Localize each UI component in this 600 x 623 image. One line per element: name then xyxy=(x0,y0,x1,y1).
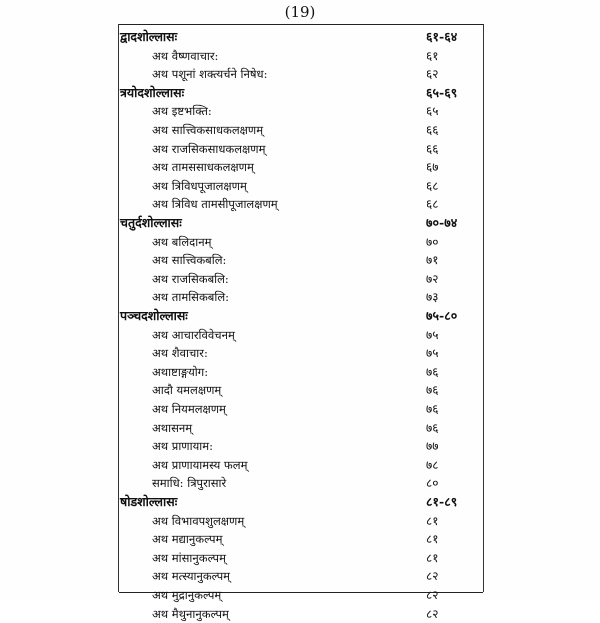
toc-entry-page: ६७ xyxy=(426,160,439,175)
toc-entry-page: ७८ xyxy=(426,457,439,472)
toc-entry-label: अथ आचारविवेचनम् xyxy=(152,327,235,342)
toc-entry-page: ८२ xyxy=(426,588,439,602)
toc-entry-page: ७० xyxy=(426,234,439,249)
toc-entry-label: अथ मत्स्यानुकल्पम् xyxy=(152,569,231,584)
toc-entry-page: ६६ xyxy=(426,123,439,137)
toc-entry-page: ७३ xyxy=(426,290,439,305)
toc-entry-page: ८० xyxy=(426,476,439,491)
toc-entry-label: अथ त्रिविध तामसीपूजालक्षणम् xyxy=(152,197,278,212)
toc-entry-label: आदौ यमलक्षणम् xyxy=(152,383,222,398)
toc-entry-page: ६२ xyxy=(426,67,439,82)
toc-entry-row xyxy=(0,47,600,65)
toc-entry-row xyxy=(0,326,600,344)
section-title: चतुर्दशोल्लासः xyxy=(120,215,182,230)
toc-entry-row xyxy=(0,270,600,288)
toc-entry-row xyxy=(0,437,600,455)
toc-entry-label: अथ प्राणायाम: xyxy=(152,439,214,454)
toc-entry-row xyxy=(0,102,600,120)
toc-entry-page: ६१ xyxy=(426,48,439,63)
toc-entry-page: ८२ xyxy=(426,569,439,584)
section-title: द्वादशोल्लासः xyxy=(120,29,178,44)
toc-entry-page: ७५ xyxy=(426,346,439,361)
toc-entry-page: ८२ xyxy=(426,606,439,621)
toc-entry-label: अथ पशूनां शक्त्यर्चने निषेध: xyxy=(152,67,268,82)
toc-entry-label: अथ प्राणायामस्य फलम् xyxy=(152,457,248,472)
toc-entry-label: अथाष्टाङ्गयोग: xyxy=(152,364,209,379)
toc-entry-row xyxy=(0,419,600,437)
toc-entry-row xyxy=(0,512,600,530)
toc-entry-page: ७६ xyxy=(426,420,439,435)
toc-entry-page: ७६ xyxy=(426,402,439,416)
section-title: पञ्चदशोल्लासः xyxy=(120,308,188,323)
toc-entry-row xyxy=(0,233,600,251)
toc-entry-label: अथ तामससाधकलक्षणम् xyxy=(152,160,254,175)
toc-entry-page: ८१ xyxy=(426,513,439,528)
section-page-range: ६५-६९ xyxy=(426,84,458,100)
toc-entry-page: ७६ xyxy=(426,383,439,398)
toc-entry-row xyxy=(0,344,600,362)
toc-entry-page: ८१ xyxy=(426,532,439,547)
section-heading-row xyxy=(0,307,600,325)
section-heading-row xyxy=(0,214,600,232)
toc-entry-label: अथ त्रिविधपूजालक्षणम् xyxy=(152,178,247,193)
toc-entry-row xyxy=(0,474,600,492)
toc-entry-label: अथ बलिदानम् xyxy=(152,234,212,249)
toc-entry-label: अथ इष्टभक्ति: xyxy=(152,104,212,119)
toc-entry-label: अथ मुद्रानुकल्पम् xyxy=(152,588,222,602)
toc-entry-row xyxy=(0,567,600,585)
toc-entry-page: ७१ xyxy=(426,253,439,268)
toc-entry-page: ६५ xyxy=(426,104,439,119)
section-page-range: ८१-८९ xyxy=(426,494,458,509)
toc-entry-label: अथासनम् xyxy=(152,420,193,435)
section-title: षोडशोल्लासः xyxy=(120,494,178,509)
section-page-range: ६१-६४ xyxy=(426,29,458,44)
toc-entry-page: ६६ xyxy=(426,141,439,156)
toc-entry-row xyxy=(0,400,600,418)
toc-entry-label: अथ नियमलक्षणम् xyxy=(152,402,226,416)
section-page-range: ७०-७४ xyxy=(426,215,458,230)
toc-entry-page: ८१ xyxy=(426,550,439,565)
toc-entry-row xyxy=(0,65,600,83)
toc-entry-label: अथ मांसानुकल्पम् xyxy=(152,550,226,565)
toc-entry-label: अथ मद्यानुकल्पम् xyxy=(152,532,223,547)
toc-entry-row xyxy=(0,195,600,213)
toc-entry-row xyxy=(0,605,600,623)
toc-entry-label: अथ विभावपशुलक्षणम् xyxy=(152,513,245,528)
section-title: त्रयोदशोल्लासः xyxy=(120,84,185,100)
toc-entry-page: ६८ xyxy=(426,178,439,193)
section-heading-row xyxy=(0,493,600,511)
toc-entry-row xyxy=(0,530,600,548)
toc-entry-label: अथ सात्त्विकबलि: xyxy=(152,253,227,268)
toc-entry-page: ७६ xyxy=(426,364,439,379)
toc-entry-page: ७५ xyxy=(426,327,439,342)
toc-entry-row xyxy=(0,177,600,195)
section-page-range: ७५-८० xyxy=(426,308,458,323)
toc-entry-label: अथ तामसिकबलि: xyxy=(152,290,230,305)
toc-entry-label: अथ शैवाचार: xyxy=(152,346,208,361)
toc-entry-page: ७२ xyxy=(426,271,439,286)
section-heading-row xyxy=(0,84,600,102)
toc-entry-page: ६८ xyxy=(426,197,439,212)
toc-entry-row xyxy=(0,381,600,399)
toc-entry-row xyxy=(0,586,600,604)
toc-entry-row xyxy=(0,456,600,474)
toc-entry-row xyxy=(0,549,600,567)
toc-entry-row xyxy=(0,251,600,269)
toc-entry-label: अथ राजसिकबलि: xyxy=(152,271,229,286)
toc-entry-label: अथ वैष्णवाचार: xyxy=(152,48,219,63)
toc-entry-label: समाधि: त्रिपुरासारे xyxy=(152,476,227,491)
toc-entry-label: अथ मैथुनानुकल्पम् xyxy=(152,606,229,621)
toc-entry-label: अथ सात्त्विकसाधकलक्षणम् xyxy=(152,123,264,137)
toc-entry-row xyxy=(0,288,600,306)
toc-entry-page: ७७ xyxy=(426,439,439,454)
toc-entry-row xyxy=(0,121,600,139)
toc-entry-row xyxy=(0,140,600,158)
toc-entry-row xyxy=(0,363,600,381)
toc-entry-row xyxy=(0,158,600,176)
page-number: (19) xyxy=(284,3,316,21)
section-heading-row xyxy=(0,28,600,46)
toc-entry-label: अथ राजसिकसाधकलक्षणम् xyxy=(152,141,266,156)
